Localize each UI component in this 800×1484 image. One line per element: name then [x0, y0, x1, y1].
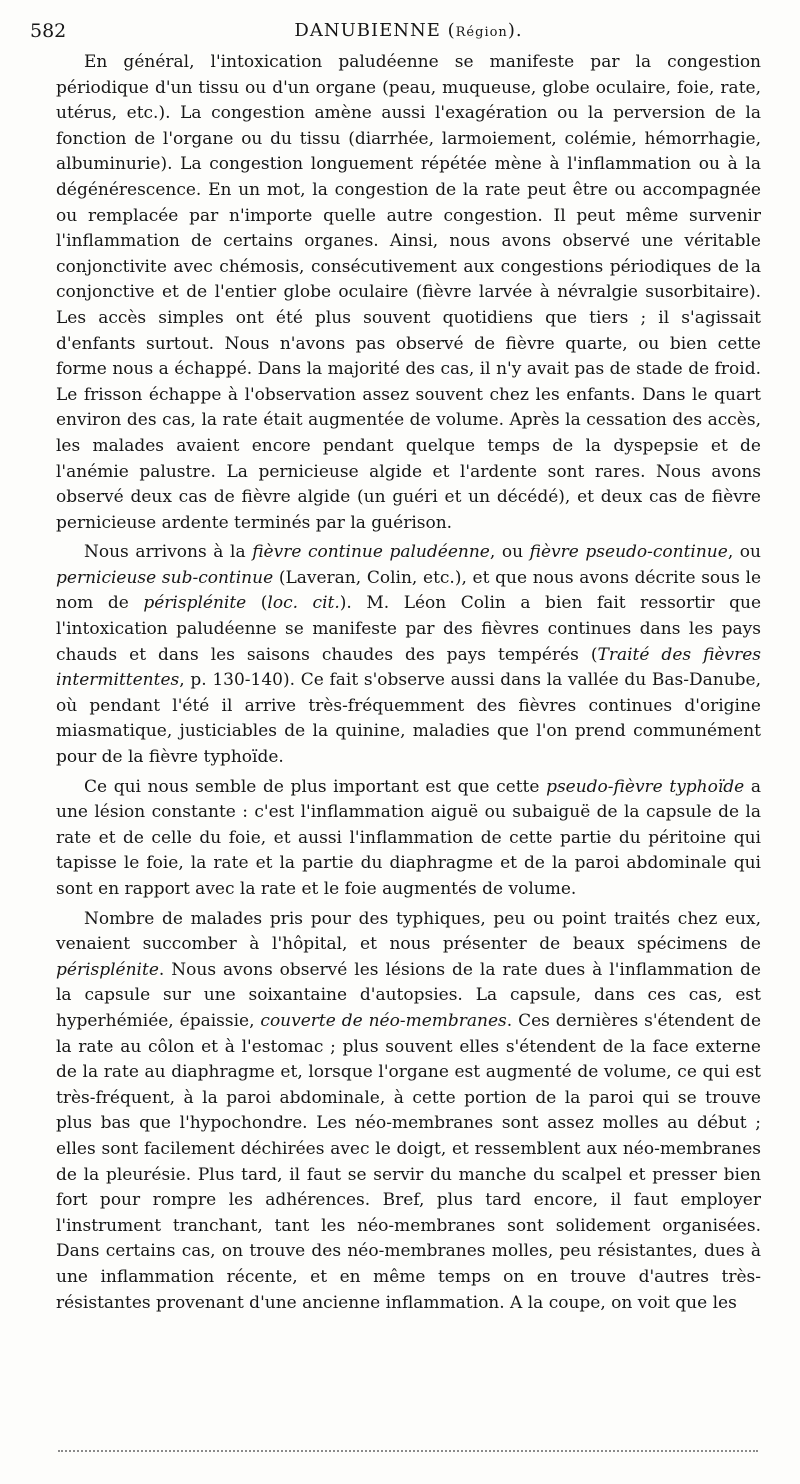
italic-text: pseudo-fièvre typhoïde: [546, 776, 745, 797]
italic-text: couverte de néo-membranes: [260, 1010, 507, 1031]
italic-text: loc. cit.: [267, 593, 340, 614]
italic-text: périsplénite: [143, 593, 247, 614]
italic-text: pernicieuse sub-continue: [56, 567, 274, 588]
text-segment: , ou: [727, 542, 761, 563]
paragraph: [56, 50, 761, 536]
italic-text: périsplénite: [56, 959, 159, 980]
text-segment: , p. 130-140). Ce fait s'observe aussi dans la vallée du Bas-Danube, où pendant l'été il arrive très-fréquemment des fièvres continues d'origine miasmatique, justiciables de la quinine, maladies que l'on prend communément pour de la fièvre typhoïde.: [56, 670, 761, 768]
running-title-main: DANUBIENNE (: [294, 20, 456, 41]
page: [30, 0, 762, 1320]
running-title: [56, 20, 761, 41]
text-segment: En général, l'intoxication paludéenne se manifeste par la congestion périodique d'un tissu ou d'un organe (peau, muqueuse, globe oculaire, foie, rate, utérus, etc.). La congestion amène aussi l'exagération ou la perversion de la fonction de l'organe ou du tissu (diarrhée, larmoiement, colémie, hémorrhagie, albuminurie). La congestion longuement répétée mène à l'inflammation ou à la dégénérescence. En un mot, la congestion de la rate peut être ou accompagnée ou remplacée par n'importe quelle autre congestion. Il peut même survenir l'inflammation de certains organes. Ainsi, nous avons observé une véritable conjonctivite avec chémosis, consécutivement aux congestions périodiques de la conjonctive et de l'entier globe oculaire (fièvre larvée à névralgie susorbitaire). Les accès simples ont été plus souvent quotidiens que tiers ; il s'agissait d'enfants surtout. Nous n'avons pas observé de fièvre quarte, ou bien cette forme nous a échappé. Dans la majorité des cas, il n'y avait pas de stade de froid. Le frisson échappe à l'observation assez souvent chez les enfants. Dans le quart environ des cas, la rate était augmentée de volume. Après la cessation des accès, les malades avaient encore pendant quelque temps de la dyspepsie et de l'anémie palustre. La pernicieuse algide et l'ardente sont rares. Nous avons observé deux cas de fièvre algide (un guéri et un décédé), et deux cas de fièvre pernicieuse ardente terminés par la guérison.: [56, 52, 761, 533]
footer-divider: [58, 1450, 758, 1452]
text-segment: . Nous avons observé les lésions de la rate dues à l'inflammation de la capsule sur une soixantaine d'autopsies. La capsule, dans ces cas, est hyperhémiée, épaissie,: [56, 959, 761, 1031]
running-title-close: ).: [507, 20, 523, 41]
text-segment: (Laveran, Colin, etc.), et que nous avons décrite sous le nom de: [56, 567, 762, 614]
page-header: [30, 0, 761, 42]
italic-text: Traité des fièvres intermittentes: [56, 644, 761, 691]
italic-text: fièvre continue paludéenne: [252, 542, 490, 563]
text-segment: , ou: [489, 542, 530, 563]
text-segment: Nombre de malades pris pour des typhiques, peu ou point traités chez eux, venaient succomber à l'hôpital, et nous présenter de beaux spécimens de: [56, 908, 761, 955]
body-text: [56, 50, 761, 1316]
text-segment: . Ces dernières s'étendent de la rate au côlon et à l'estomac ; plus souvent elles s'étendent de la face externe de la rate au diaphragme et, lorsque l'organe est augmenté de volume, ce qui est très-fréquent, à la paroi abdominale, à cette portion de la paroi qui se trouve plus bas que l'hypochondre. Les néo-membranes sont assez molles au début ; elles sont facilement déchirées avec le doigt, et ressemblent aux néo-membranes de la pleurésie. Plus tard, il faut se servir du manche du scalpel et presser bien fort pour rompre les adhérences. Bref, plus tard encore, il faut employer l'instrument tranchant, tant les néo-membranes sont solidement organisées. Dans certains cas, on trouve des néo-membranes molles, peu résistantes, dues à une inflammation récente, et en même temps on en trouve d'autres très-résistantes provenant d'une ancienne inflammation. A la coupe, on voit que les: [56, 1010, 761, 1313]
running-title-region: Région: [455, 25, 508, 40]
page-number: 582: [30, 20, 67, 42]
text-segment: a une lésion constante : c'est l'inflammation aiguë ou subaiguë de la capsule de la rate et de celle du foie, et aussi l'inflammation de cette partie du péritoine qui tapisse le foie, la rate et la partie du diaphragme et de la paroi abdominale qui sont en rapport avec la rate et le foie augmentés de volume.: [56, 776, 762, 899]
text-segment: (: [246, 593, 268, 614]
text-segment: Nous arrivons à la: [84, 542, 253, 563]
paragraph: [56, 540, 761, 770]
text-segment: Ce qui nous semble de plus important est que cette: [84, 776, 547, 797]
paragraph: [56, 775, 761, 903]
paragraph: [56, 907, 761, 1317]
italic-text: fièvre pseudo-continue: [529, 542, 728, 563]
text-segment: ). M. Léon Colin a bien fait ressortir que l'intoxication paludéenne se manifeste par des fièvres continues dans les pays chauds et dans les saisons chaudes des pays tempérés (: [56, 593, 761, 665]
